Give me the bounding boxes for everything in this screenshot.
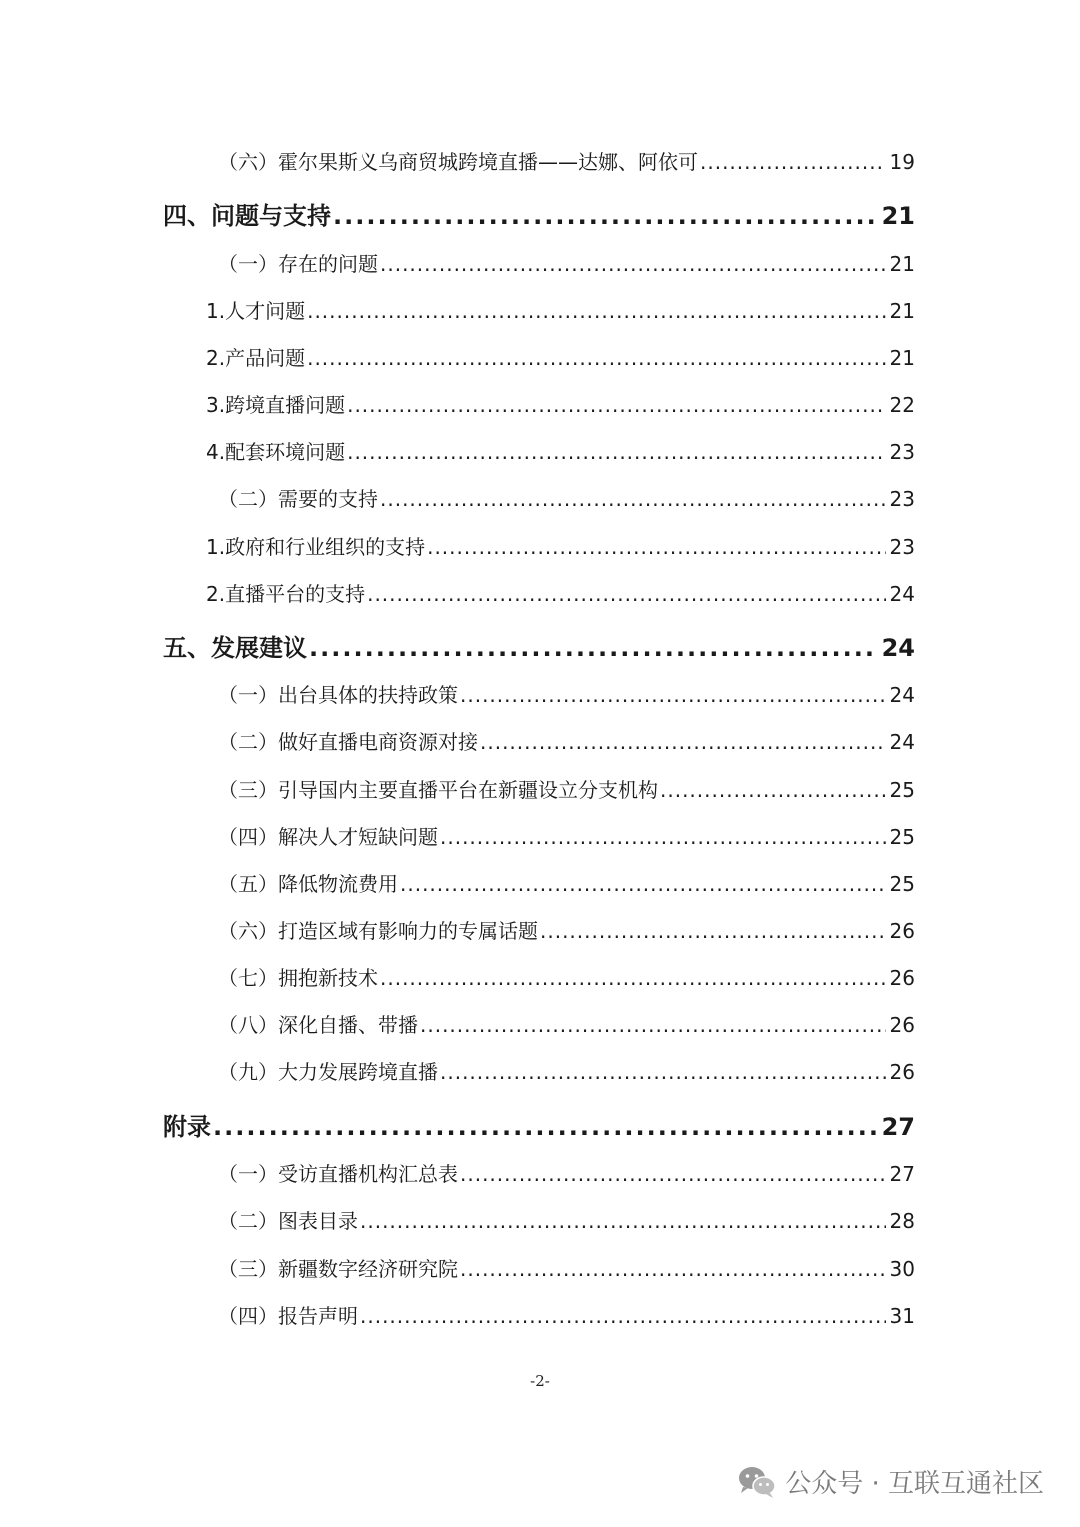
- toc-dot-leader: [380, 487, 886, 511]
- toc-dot-leader: [480, 730, 886, 754]
- toc-entry-page: 27: [889, 1162, 915, 1186]
- toc-dot-leader: [440, 825, 886, 849]
- toc-entry[interactable]: [218, 1205, 915, 1234]
- toc-dot-leader: [367, 582, 885, 606]
- toc-entry[interactable]: [218, 679, 915, 708]
- toc-entry-page: 23: [889, 487, 915, 511]
- toc-entry-page: 26: [889, 966, 915, 990]
- toc-entry[interactable]: [218, 1253, 915, 1282]
- toc-entry-page: 25: [889, 778, 915, 802]
- toc-dot-leader: [540, 919, 886, 943]
- toc-entry-page: 26: [889, 919, 915, 943]
- toc-dot-leader: [333, 202, 878, 230]
- toc-entry-label: （三）引导国内主要直播平台在新疆设立分支机构: [218, 778, 658, 802]
- toc-entry-label: （四）解决人才短缺问题: [218, 825, 438, 849]
- toc-dot-leader: [213, 1113, 878, 1141]
- toc-entry-label: （二）图表目录: [218, 1209, 358, 1233]
- toc-chapter-page: 27: [881, 1113, 915, 1141]
- toc-dot-leader: [440, 1060, 886, 1084]
- toc-entry-page: 24: [889, 582, 915, 606]
- toc-entry-label: 4.配套环境问题: [206, 440, 346, 464]
- toc-entry[interactable]: [218, 248, 915, 277]
- page-number: -2-: [530, 1372, 550, 1390]
- toc-entry-label: （二）做好直播电商资源对接: [218, 730, 478, 754]
- toc-entry-label: 3.跨境直播问题: [206, 393, 346, 417]
- toc-dot-leader: [460, 1257, 886, 1281]
- toc-entry-label: （一）受访直播机构汇总表: [218, 1162, 458, 1186]
- toc-entry-page: 21: [889, 299, 915, 323]
- watermark-text: 公众号 · 互联互通社区: [785, 1469, 1044, 1499]
- toc-entry-page: 19: [889, 150, 915, 174]
- toc-chapter-label: 附录: [163, 1113, 211, 1141]
- toc-entry-page: 25: [889, 872, 915, 896]
- toc-chapter-page: 24: [881, 634, 915, 662]
- toc-chapter[interactable]: [163, 1107, 915, 1142]
- toc-dot-leader: [360, 1304, 886, 1328]
- toc-entry[interactable]: [206, 389, 915, 418]
- toc-entry-label: （一）存在的问题: [218, 252, 378, 276]
- toc-entry[interactable]: [218, 915, 915, 944]
- toc-entry-label: 1.人才问题: [206, 299, 306, 323]
- toc-entry[interactable]: [206, 578, 915, 607]
- toc-entry-label: （一）出台具体的扶持政策: [218, 683, 458, 707]
- toc-entry-label: 1.政府和行业组织的支持: [206, 535, 426, 559]
- toc-entry-label: （三）新疆数字经济研究院: [218, 1257, 458, 1281]
- toc-dot-leader: [307, 299, 885, 323]
- toc-entry-page: 21: [889, 346, 915, 370]
- toc-dot-leader: [460, 683, 886, 707]
- toc-entry-label: 2.产品问题: [206, 346, 306, 370]
- toc-entry[interactable]: [206, 531, 915, 560]
- toc-entry[interactable]: [218, 1158, 915, 1187]
- toc-entry[interactable]: [206, 295, 915, 324]
- toc-entry-page: 21: [889, 252, 915, 276]
- toc-dot-leader: [380, 252, 886, 276]
- toc-dot-leader: [307, 346, 885, 370]
- toc-dot-leader: [360, 1209, 886, 1233]
- toc-dot-leader: [427, 535, 885, 559]
- toc-entry-label: （九）大力发展跨境直播: [218, 1060, 438, 1084]
- toc-entry-page: 26: [889, 1060, 915, 1084]
- toc-entry[interactable]: [206, 436, 915, 465]
- toc-entry-page: 28: [889, 1209, 915, 1233]
- toc-entry-label: （六）打造区域有影响力的专属话题: [218, 919, 538, 943]
- toc-chapter[interactable]: [163, 628, 915, 663]
- toc-chapter-page: 21: [881, 202, 915, 230]
- toc-dot-leader: [660, 778, 886, 802]
- toc-entry[interactable]: [218, 962, 915, 991]
- wechat-icon: [737, 1465, 777, 1499]
- toc-entry[interactable]: [218, 774, 915, 803]
- toc-entry[interactable]: [218, 146, 915, 175]
- toc-dot-leader: [347, 440, 885, 464]
- toc-entry-page: 22: [889, 393, 915, 417]
- watermark: [737, 1463, 1044, 1500]
- toc-entry[interactable]: [218, 868, 915, 897]
- toc-dot-leader: [420, 1013, 886, 1037]
- toc-entry[interactable]: [206, 342, 915, 371]
- toc-entry[interactable]: [218, 483, 915, 512]
- toc-entry-label: （七）拥抱新技术: [218, 966, 378, 990]
- toc-entry-label: 2.直播平台的支持: [206, 582, 366, 606]
- toc-entry-label: （六）霍尔果斯义乌商贸城跨境直播——达娜、阿依可: [218, 150, 698, 174]
- toc-entry[interactable]: [218, 1300, 915, 1329]
- toc-dot-leader: [380, 966, 886, 990]
- toc-dot-leader: [309, 634, 878, 662]
- toc-dot-leader: [460, 1162, 886, 1186]
- toc-entry-page: 23: [889, 440, 915, 464]
- toc-entry-label: （八）深化自播、带播: [218, 1013, 418, 1037]
- toc-entry-label: （五）降低物流费用: [218, 872, 398, 896]
- toc-entry[interactable]: [218, 1056, 915, 1085]
- toc-entry-page: 25: [889, 825, 915, 849]
- toc-entry-page: 24: [889, 683, 915, 707]
- toc-dot-leader: [347, 393, 885, 417]
- toc-entry-page: 26: [889, 1013, 915, 1037]
- toc-entry-label: （四）报告声明: [218, 1304, 358, 1328]
- toc-dot-leader: [700, 150, 886, 174]
- toc-chapter-label: 四、问题与支持: [163, 202, 331, 230]
- toc-chapter-label: 五、发展建议: [163, 634, 307, 662]
- toc-entry-page: 31: [889, 1304, 915, 1328]
- toc-entry-label: （二）需要的支持: [218, 487, 378, 511]
- toc-entry-page: 24: [889, 730, 915, 754]
- toc-entry[interactable]: [218, 821, 915, 850]
- toc-entry[interactable]: [218, 1009, 915, 1038]
- toc-entry-page: 23: [889, 535, 915, 559]
- toc-entry[interactable]: [218, 726, 915, 755]
- toc-chapter[interactable]: [163, 196, 915, 231]
- toc-entry-page: 30: [889, 1257, 915, 1281]
- toc-dot-leader: [400, 872, 886, 896]
